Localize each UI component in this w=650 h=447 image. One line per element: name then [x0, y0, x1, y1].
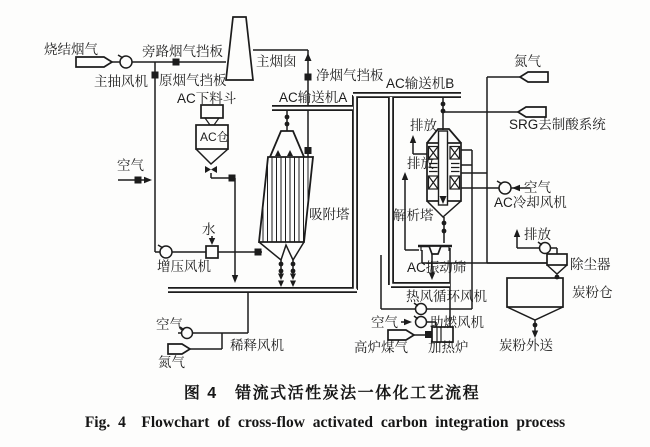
- label-nitrogen-bottom: 氮气: [158, 355, 185, 370]
- vibrating-screen-shape: [418, 246, 452, 254]
- label-air-cooling: 空气: [524, 180, 551, 195]
- label-bf-gas: 高炉煤气: [354, 340, 408, 355]
- label-ac-feed-hopper: AC下料斗: [177, 91, 237, 106]
- label-conveyor-b: AC输送机B: [386, 76, 455, 91]
- cooling-fan-icon: [497, 181, 511, 194]
- main-fan-icon: [118, 55, 132, 68]
- nitrogen-top-tag: [520, 72, 548, 82]
- carbon-bin-shape: [507, 278, 563, 320]
- tower-inlet-damper-icon: [255, 249, 262, 256]
- label-bypass-damper: 旁路烟气挡板: [142, 44, 223, 59]
- label-dilution-fan: 稀释风机: [230, 338, 284, 353]
- label-combustion-fan: 助燃风机: [430, 315, 484, 330]
- srg-tag: [518, 107, 546, 117]
- sinter-gas-tag: [76, 57, 112, 67]
- label-water: 水: [202, 222, 216, 237]
- label-hot-air-fan: 热风循环风机: [406, 289, 487, 304]
- label-main-fan: 主抽风机: [94, 74, 148, 89]
- label-ac-cooling-fan: AC冷却风机: [494, 195, 567, 210]
- caption: [85, 383, 565, 431]
- label-dust-collector: 除尘器: [570, 257, 611, 272]
- label-air-left: 空气: [117, 158, 144, 173]
- desorption-tower-shape: [427, 129, 461, 217]
- label-desorption-tower: 解析塔: [393, 208, 434, 223]
- clean-damper-icon: [305, 74, 312, 81]
- label-carbon-out: 炭粉外送: [499, 338, 553, 353]
- combustion-fan-icon: [414, 316, 427, 328]
- label-ac-screen: AC振动筛: [407, 260, 467, 275]
- water-mixer-box: [206, 246, 218, 258]
- label-nitrogen-top: 氮气: [514, 54, 541, 69]
- label-air-combustion: 空气: [371, 315, 398, 330]
- caption-chinese: 图 4 错流式活性炭法一体化工艺流程: [183, 385, 481, 402]
- label-sinter-gas: 烧结烟气: [44, 42, 98, 57]
- bin-outlet-damper-icon: [229, 175, 236, 182]
- booster-fan-icon: [158, 245, 172, 258]
- label-main-stack: 主烟囱: [256, 54, 297, 69]
- main-stack-shape: [226, 17, 253, 80]
- label-carbon-bin: 炭粉仓: [572, 285, 613, 300]
- label-srg: SRG去制酸系统: [509, 117, 606, 132]
- dust-collector-shape: [547, 254, 567, 274]
- bypass-damper-icon: [173, 59, 180, 66]
- label-vent2: 排放: [407, 156, 434, 171]
- label-conveyor-a: AC输送机A: [279, 90, 348, 105]
- air-inlet-damper-icon: [135, 177, 142, 184]
- nitrogen-bottom-tag: [168, 344, 190, 354]
- collector-fan-icon: [538, 242, 551, 254]
- label-ac-bin: AC仓: [200, 130, 229, 144]
- tower-top-damper-icon: [305, 147, 312, 154]
- label-vent1: 排放: [410, 118, 437, 133]
- raw-damper-icon: [152, 72, 159, 79]
- label-clean-damper: 净烟气挡板: [316, 68, 384, 83]
- bf-gas-tag: [388, 330, 414, 340]
- hot-air-fan-icon: [414, 303, 427, 315]
- label-adsorption-tower: 吸附塔: [309, 207, 350, 222]
- label-booster-fan: 增压风机: [157, 259, 211, 274]
- label-heater: 加热炉: [428, 340, 469, 355]
- label-raw-damper: 原烟气挡板: [159, 73, 227, 88]
- caption-english: Fig. 4 Flowchart of cross-flow activated carbon integration process: [84, 414, 566, 431]
- label-vent3: 排放: [524, 227, 551, 242]
- label-air-dilution: 空气: [156, 317, 183, 332]
- labels: [44, 41, 613, 370]
